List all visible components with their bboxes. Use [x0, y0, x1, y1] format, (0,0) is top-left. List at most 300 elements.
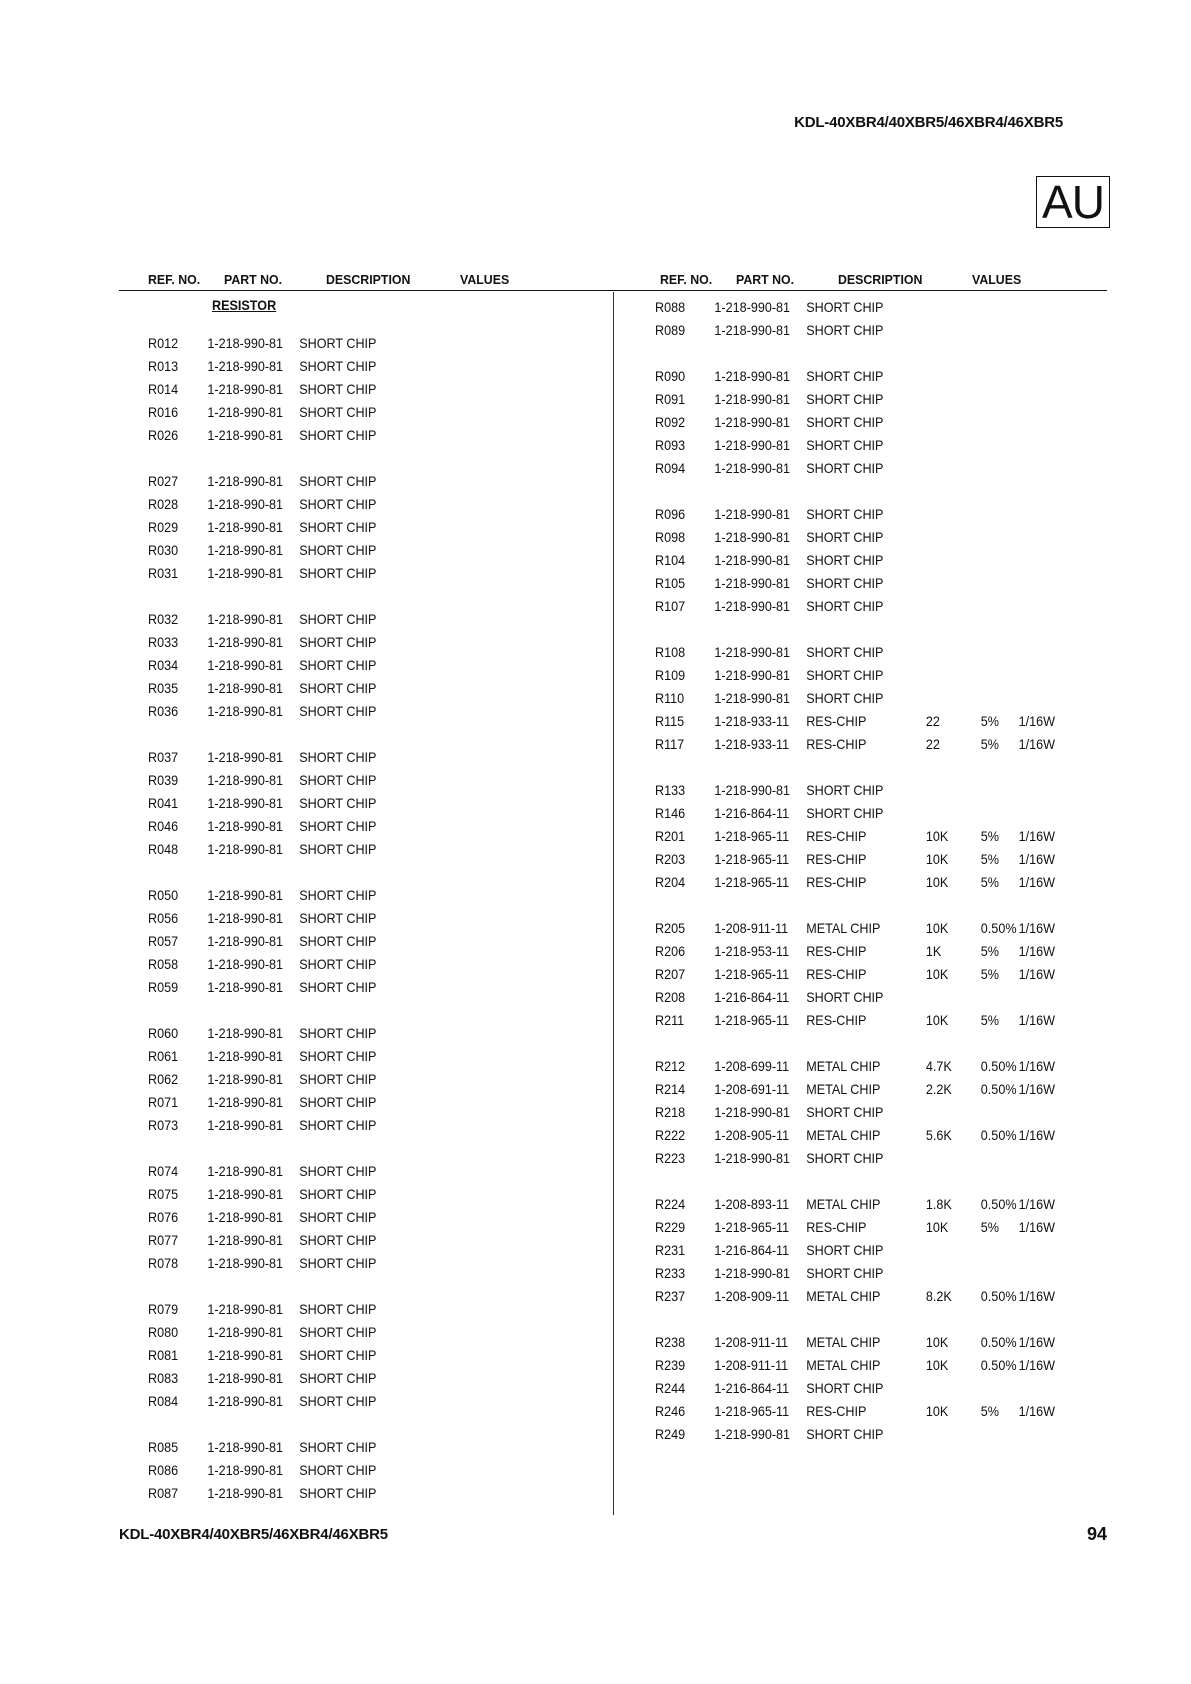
cell-part-no: 1-218-990-81: [714, 690, 791, 706]
cell-description: SHORT CHIP: [299, 1209, 377, 1225]
cell-wattage: 1/16W: [1018, 1334, 1056, 1350]
cell-ref-no: R085: [148, 1439, 179, 1455]
cell-value: 10K: [925, 874, 949, 890]
cell-description: SHORT CHIP: [299, 1393, 377, 1409]
cell-description: RES-CHIP: [806, 1403, 867, 1419]
cell-description: SHORT CHIP: [299, 703, 377, 719]
cell-ref-no: R031: [148, 565, 179, 581]
cell-description: SHORT CHIP: [806, 1265, 884, 1281]
cell-description: METAL CHIP: [806, 1058, 881, 1074]
cell-ref-no: R057: [148, 933, 179, 949]
cell-ref-no: R056: [148, 910, 179, 926]
cell-description: SHORT CHIP: [299, 1301, 377, 1317]
cell-ref-no: R014: [148, 381, 179, 397]
cell-value: 10K: [925, 1403, 949, 1419]
cell-description: RES-CHIP: [806, 1012, 867, 1028]
cell-ref-no: R238: [655, 1334, 686, 1350]
cell-description: SHORT CHIP: [299, 680, 377, 696]
cell-part-no: 1-218-990-81: [207, 956, 284, 972]
cell-description: RES-CHIP: [806, 851, 867, 867]
cell-description: SHORT CHIP: [299, 933, 377, 949]
cell-part-no: 1-218-990-81: [714, 1426, 791, 1442]
cell-description: RES-CHIP: [806, 943, 867, 959]
left-header-part-no: PART NO.: [224, 272, 283, 287]
cell-ref-no: R036: [148, 703, 179, 719]
cell-tolerance: 5%: [980, 1403, 1000, 1419]
cell-wattage: 1/16W: [1018, 1081, 1056, 1097]
cell-part-no: 1-208-893-11: [714, 1196, 790, 1212]
cell-part-no: 1-218-990-81: [207, 657, 284, 673]
cell-part-no: 1-218-990-81: [714, 1150, 791, 1166]
cell-ref-no: R087: [148, 1485, 179, 1501]
cell-part-no: 1-218-990-81: [207, 381, 284, 397]
cell-tolerance: 5%: [980, 1012, 1000, 1028]
cell-description: SHORT CHIP: [299, 1439, 377, 1455]
cell-value: 10K: [925, 1357, 949, 1373]
cell-part-no: 1-218-990-81: [714, 1104, 791, 1120]
cell-ref-no: R208: [655, 989, 686, 1005]
cell-part-no: 1-218-990-81: [207, 772, 284, 788]
cell-description: SHORT CHIP: [806, 414, 884, 430]
cell-description: SHORT CHIP: [299, 772, 377, 788]
cell-description: SHORT CHIP: [299, 1255, 377, 1271]
cell-wattage: 1/16W: [1018, 1403, 1056, 1419]
cell-part-no: 1-218-990-81: [207, 542, 284, 558]
cell-wattage: 1/16W: [1018, 1288, 1056, 1304]
cell-ref-no: R203: [655, 851, 686, 867]
cell-ref-no: R201: [655, 828, 686, 844]
cell-value: 22: [925, 736, 940, 752]
cell-tolerance: 0.50%: [980, 1196, 1017, 1212]
cell-part-no: 1-218-990-81: [714, 529, 791, 545]
cell-part-no: 1-216-864-11: [714, 805, 790, 821]
cell-description: SHORT CHIP: [299, 565, 377, 581]
cell-ref-no: R206: [655, 943, 686, 959]
cell-ref-no: R146: [655, 805, 686, 821]
cell-description: SHORT CHIP: [299, 542, 377, 558]
cell-tolerance: 5%: [980, 736, 1000, 752]
cell-description: SHORT CHIP: [299, 358, 377, 374]
cell-ref-no: R233: [655, 1265, 686, 1281]
cell-description: SHORT CHIP: [299, 910, 377, 926]
cell-description: METAL CHIP: [806, 1081, 881, 1097]
cell-part-no: 1-218-990-81: [207, 933, 284, 949]
cell-part-no: 1-208-691-11: [714, 1081, 790, 1097]
cell-description: METAL CHIP: [806, 920, 881, 936]
cell-tolerance: 0.50%: [980, 1058, 1017, 1074]
header-rule: [119, 290, 1107, 291]
cell-value: 5.6K: [925, 1127, 952, 1143]
cell-ref-no: R093: [655, 437, 686, 453]
cell-description: SHORT CHIP: [806, 506, 884, 522]
cell-description: SHORT CHIP: [299, 1232, 377, 1248]
cell-description: RES-CHIP: [806, 828, 867, 844]
cell-description: SHORT CHIP: [299, 1094, 377, 1110]
cell-part-no: 1-218-990-81: [207, 1025, 284, 1041]
cell-description: SHORT CHIP: [299, 795, 377, 811]
cell-ref-no: R016: [148, 404, 179, 420]
cell-description: SHORT CHIP: [806, 690, 884, 706]
right-header-description: DESCRIPTION: [838, 272, 923, 287]
cell-description: SHORT CHIP: [806, 782, 884, 798]
cell-ref-no: R115: [655, 713, 685, 729]
cell-part-no: 1-218-990-81: [714, 460, 791, 476]
cell-ref-no: R081: [148, 1347, 179, 1363]
cell-part-no: 1-218-965-11: [714, 828, 790, 844]
cell-part-no: 1-218-990-81: [207, 519, 284, 535]
cell-description: METAL CHIP: [806, 1334, 881, 1350]
cell-description: SHORT CHIP: [806, 989, 884, 1005]
cell-part-no: 1-218-990-81: [714, 322, 791, 338]
cell-part-no: 1-218-933-11: [714, 736, 790, 752]
cell-part-no: 1-218-990-81: [714, 552, 791, 568]
cell-ref-no: R033: [148, 634, 179, 650]
cell-ref-no: R237: [655, 1288, 686, 1304]
cell-wattage: 1/16W: [1018, 920, 1056, 936]
cell-description: SHORT CHIP: [806, 529, 884, 545]
cell-ref-no: R091: [655, 391, 686, 407]
cell-part-no: 1-216-864-11: [714, 1380, 790, 1396]
cell-ref-no: R110: [655, 690, 685, 706]
cell-ref-no: R076: [148, 1209, 179, 1225]
cell-ref-no: R204: [655, 874, 686, 890]
cell-ref-no: R034: [148, 657, 179, 673]
cell-description: SHORT CHIP: [806, 1242, 884, 1258]
cell-part-no: 1-218-990-81: [207, 795, 284, 811]
cell-description: SHORT CHIP: [299, 519, 377, 535]
cell-part-no: 1-218-953-11: [714, 943, 790, 959]
cell-part-no: 1-218-990-81: [207, 1439, 284, 1455]
cell-part-no: 1-218-990-81: [207, 1301, 284, 1317]
cell-wattage: 1/16W: [1018, 1012, 1056, 1028]
cell-part-no: 1-218-990-81: [207, 1485, 284, 1501]
left-header-values: VALUES: [460, 272, 510, 287]
cell-ref-no: R030: [148, 542, 179, 558]
cell-ref-no: R041: [148, 795, 179, 811]
cell-part-no: 1-218-990-81: [714, 667, 791, 683]
cell-wattage: 1/16W: [1018, 828, 1056, 844]
cell-ref-no: R078: [148, 1255, 179, 1271]
cell-value: 10K: [925, 1012, 949, 1028]
cell-ref-no: R117: [655, 736, 685, 752]
cell-ref-no: R088: [655, 299, 686, 315]
right-header-part-no: PART NO.: [736, 272, 795, 287]
cell-part-no: 1-218-990-81: [207, 358, 284, 374]
cell-description: SHORT CHIP: [299, 1186, 377, 1202]
cell-part-no: 1-218-990-81: [714, 391, 791, 407]
cell-ref-no: R218: [655, 1104, 686, 1120]
cell-tolerance: 0.50%: [980, 1357, 1017, 1373]
cell-wattage: 1/16W: [1018, 1219, 1056, 1235]
cell-ref-no: R092: [655, 414, 686, 430]
cell-part-no: 1-218-990-81: [207, 404, 284, 420]
cell-tolerance: 0.50%: [980, 1127, 1017, 1143]
cell-ref-no: R105: [655, 575, 686, 591]
cell-tolerance: 0.50%: [980, 920, 1017, 936]
cell-description: SHORT CHIP: [299, 404, 377, 420]
cell-description: SHORT CHIP: [806, 575, 884, 591]
cell-ref-no: R073: [148, 1117, 179, 1133]
cell-description: SHORT CHIP: [299, 427, 377, 443]
cell-ref-no: R224: [655, 1196, 686, 1212]
cell-part-no: 1-218-990-81: [714, 575, 791, 591]
right-header-values: VALUES: [972, 272, 1022, 287]
cell-part-no: 1-218-990-81: [207, 565, 284, 581]
cell-description: RES-CHIP: [806, 1219, 867, 1235]
cell-value: 2.2K: [925, 1081, 952, 1097]
cell-value: 10K: [925, 828, 949, 844]
cell-part-no: 1-218-990-81: [714, 782, 791, 798]
cell-ref-no: R071: [148, 1094, 179, 1110]
cell-part-no: 1-208-699-11: [714, 1058, 790, 1074]
cell-part-no: 1-218-965-11: [714, 1219, 790, 1235]
cell-part-no: 1-218-990-81: [207, 1232, 284, 1248]
cell-wattage: 1/16W: [1018, 874, 1056, 890]
cell-part-no: 1-218-990-81: [714, 506, 791, 522]
cell-ref-no: R086: [148, 1462, 179, 1478]
cell-part-no: 1-216-864-11: [714, 989, 790, 1005]
cell-ref-no: R061: [148, 1048, 179, 1064]
cell-wattage: 1/16W: [1018, 1196, 1056, 1212]
cell-ref-no: R222: [655, 1127, 686, 1143]
cell-part-no: 1-218-990-81: [207, 1071, 284, 1087]
cell-wattage: 1/16W: [1018, 1058, 1056, 1074]
left-header-description: DESCRIPTION: [326, 272, 411, 287]
cell-part-no: 1-218-990-81: [207, 1393, 284, 1409]
cell-wattage: 1/16W: [1018, 1127, 1056, 1143]
cell-ref-no: R098: [655, 529, 686, 545]
cell-part-no: 1-218-990-81: [207, 427, 284, 443]
cell-tolerance: 5%: [980, 1219, 1000, 1235]
cell-description: SHORT CHIP: [299, 979, 377, 995]
cell-ref-no: R026: [148, 427, 179, 443]
cell-part-no: 1-218-990-81: [207, 1048, 284, 1064]
cell-part-no: 1-218-933-11: [714, 713, 790, 729]
cell-description: SHORT CHIP: [806, 1104, 884, 1120]
cell-description: SHORT CHIP: [806, 460, 884, 476]
cell-value: 22: [925, 713, 940, 729]
cell-ref-no: R133: [655, 782, 686, 798]
header-model: KDL-40XBR4/40XBR5/46XBR4/46XBR5: [794, 114, 1063, 131]
cell-ref-no: R205: [655, 920, 686, 936]
cell-description: SHORT CHIP: [299, 1048, 377, 1064]
cell-part-no: 1-218-965-11: [714, 966, 790, 982]
cell-description: SHORT CHIP: [299, 887, 377, 903]
cell-ref-no: R108: [655, 644, 686, 660]
cell-description: METAL CHIP: [806, 1357, 881, 1373]
cell-part-no: 1-218-965-11: [714, 1012, 790, 1028]
cell-wattage: 1/16W: [1018, 736, 1056, 752]
cell-part-no: 1-218-965-11: [714, 874, 790, 890]
cell-part-no: 1-218-990-81: [207, 335, 284, 351]
cell-part-no: 1-218-990-81: [207, 1094, 284, 1110]
cell-wattage: 1/16W: [1018, 966, 1056, 982]
cell-ref-no: R096: [655, 506, 686, 522]
cell-description: RES-CHIP: [806, 874, 867, 890]
cell-part-no: 1-218-990-81: [207, 887, 284, 903]
cell-part-no: 1-218-990-81: [207, 841, 284, 857]
cell-ref-no: R231: [655, 1242, 686, 1258]
cell-part-no: 1-218-990-81: [714, 437, 791, 453]
cell-value: 1.8K: [925, 1196, 952, 1212]
cell-ref-no: R244: [655, 1380, 686, 1396]
cell-ref-no: R104: [655, 552, 686, 568]
cell-description: SHORT CHIP: [299, 611, 377, 627]
cell-description: SHORT CHIP: [806, 805, 884, 821]
cell-ref-no: R074: [148, 1163, 179, 1179]
cell-ref-no: R239: [655, 1357, 686, 1373]
cell-description: SHORT CHIP: [806, 299, 884, 315]
cell-part-no: 1-218-990-81: [207, 979, 284, 995]
cell-part-no: 1-218-990-81: [207, 1324, 284, 1340]
cell-description: SHORT CHIP: [299, 956, 377, 972]
cell-ref-no: R029: [148, 519, 179, 535]
cell-ref-no: R035: [148, 680, 179, 696]
cell-value: 10K: [925, 966, 949, 982]
cell-ref-no: R075: [148, 1186, 179, 1202]
cell-part-no: 1-218-990-81: [207, 703, 284, 719]
cell-description: SHORT CHIP: [299, 1462, 377, 1478]
cell-ref-no: R090: [655, 368, 686, 384]
cell-part-no: 1-208-905-11: [714, 1127, 790, 1143]
cell-description: SHORT CHIP: [806, 644, 884, 660]
cell-description: SHORT CHIP: [299, 1324, 377, 1340]
cell-ref-no: R059: [148, 979, 179, 995]
cell-description: SHORT CHIP: [299, 1485, 377, 1501]
cell-ref-no: R083: [148, 1370, 179, 1386]
cell-ref-no: R032: [148, 611, 179, 627]
cell-value: 10K: [925, 1334, 949, 1350]
cell-description: METAL CHIP: [806, 1196, 881, 1212]
cell-ref-no: R249: [655, 1426, 686, 1442]
cell-description: SHORT CHIP: [806, 1426, 884, 1442]
cell-part-no: 1-218-990-81: [207, 473, 284, 489]
cell-description: SHORT CHIP: [299, 634, 377, 650]
cell-part-no: 1-218-990-81: [207, 611, 284, 627]
cell-ref-no: R062: [148, 1071, 179, 1087]
cell-tolerance: 0.50%: [980, 1334, 1017, 1350]
cell-part-no: 1-218-990-81: [207, 1117, 284, 1133]
cell-description: SHORT CHIP: [806, 552, 884, 568]
cell-value: 8.2K: [925, 1288, 952, 1304]
cell-description: SHORT CHIP: [299, 381, 377, 397]
cell-tolerance: 0.50%: [980, 1081, 1017, 1097]
region-mark: AU: [1036, 176, 1110, 228]
cell-ref-no: R013: [148, 358, 179, 374]
cell-part-no: 1-218-990-81: [207, 1255, 284, 1271]
cell-ref-no: R214: [655, 1081, 686, 1097]
cell-part-no: 1-218-990-81: [207, 1163, 284, 1179]
cell-ref-no: R037: [148, 749, 179, 765]
cell-value: 1K: [925, 943, 942, 959]
cell-description: SHORT CHIP: [806, 437, 884, 453]
cell-ref-no: R080: [148, 1324, 179, 1340]
cell-ref-no: R207: [655, 966, 686, 982]
cell-part-no: 1-218-965-11: [714, 1403, 790, 1419]
cell-ref-no: R012: [148, 335, 179, 351]
cell-value: 10K: [925, 920, 949, 936]
cell-wattage: 1/16W: [1018, 713, 1056, 729]
cell-ref-no: R027: [148, 473, 179, 489]
cell-description: SHORT CHIP: [299, 1370, 377, 1386]
cell-ref-no: R046: [148, 818, 179, 834]
cell-tolerance: 5%: [980, 828, 1000, 844]
cell-part-no: 1-218-990-81: [714, 1265, 791, 1281]
cell-part-no: 1-218-990-81: [207, 749, 284, 765]
cell-ref-no: R079: [148, 1301, 179, 1317]
footer-model: KDL-40XBR4/40XBR5/46XBR4/46XBR5: [119, 1526, 388, 1543]
cell-description: SHORT CHIP: [806, 598, 884, 614]
cell-description: SHORT CHIP: [299, 1117, 377, 1133]
cell-description: SHORT CHIP: [299, 1071, 377, 1087]
cell-ref-no: R229: [655, 1219, 686, 1235]
cell-part-no: 1-218-990-81: [207, 1370, 284, 1386]
section-heading-resistor: RESISTOR: [212, 297, 277, 313]
cell-tolerance: 5%: [980, 966, 1000, 982]
cell-part-no: 1-218-990-81: [207, 1347, 284, 1363]
cell-description: SHORT CHIP: [806, 322, 884, 338]
cell-tolerance: 5%: [980, 713, 1000, 729]
cell-wattage: 1/16W: [1018, 851, 1056, 867]
cell-ref-no: R246: [655, 1403, 686, 1419]
right-header-ref-no: REF. NO.: [660, 272, 713, 287]
cell-description: RES-CHIP: [806, 966, 867, 982]
cell-part-no: 1-218-990-81: [207, 1209, 284, 1225]
cell-part-no: 1-218-990-81: [207, 910, 284, 926]
cell-ref-no: R212: [655, 1058, 686, 1074]
cell-description: SHORT CHIP: [806, 391, 884, 407]
cell-description: SHORT CHIP: [299, 1347, 377, 1363]
cell-value: 10K: [925, 851, 949, 867]
cell-description: SHORT CHIP: [299, 496, 377, 512]
cell-ref-no: R211: [655, 1012, 685, 1028]
cell-part-no: 1-208-911-11: [714, 920, 789, 936]
cell-description: RES-CHIP: [806, 713, 867, 729]
cell-description: SHORT CHIP: [299, 657, 377, 673]
cell-description: SHORT CHIP: [299, 1025, 377, 1041]
cell-description: SHORT CHIP: [299, 335, 377, 351]
cell-wattage: 1/16W: [1018, 1357, 1056, 1373]
cell-part-no: 1-208-911-11: [714, 1357, 789, 1373]
cell-part-no: 1-216-864-11: [714, 1242, 790, 1258]
cell-ref-no: R058: [148, 956, 179, 972]
cell-value: 10K: [925, 1219, 949, 1235]
cell-description: METAL CHIP: [806, 1127, 881, 1143]
cell-tolerance: 5%: [980, 851, 1000, 867]
page-number: 94: [1086, 1524, 1107, 1544]
cell-ref-no: R039: [148, 772, 179, 788]
cell-part-no: 1-218-990-81: [714, 299, 791, 315]
column-divider: [613, 292, 614, 1515]
cell-description: SHORT CHIP: [299, 749, 377, 765]
cell-description: SHORT CHIP: [806, 667, 884, 683]
cell-ref-no: R089: [655, 322, 686, 338]
cell-ref-no: R077: [148, 1232, 179, 1248]
cell-description: SHORT CHIP: [806, 1380, 884, 1396]
cell-part-no: 1-218-990-81: [714, 414, 791, 430]
cell-description: SHORT CHIP: [299, 841, 377, 857]
cell-ref-no: R028: [148, 496, 179, 512]
cell-tolerance: 0.50%: [980, 1288, 1017, 1304]
cell-ref-no: R050: [148, 887, 179, 903]
cell-ref-no: R060: [148, 1025, 179, 1041]
cell-ref-no: R107: [655, 598, 686, 614]
cell-description: SHORT CHIP: [299, 1163, 377, 1179]
cell-ref-no: R109: [655, 667, 686, 683]
cell-ref-no: R084: [148, 1393, 179, 1409]
cell-tolerance: 5%: [980, 874, 1000, 890]
cell-part-no: 1-218-990-81: [714, 598, 791, 614]
